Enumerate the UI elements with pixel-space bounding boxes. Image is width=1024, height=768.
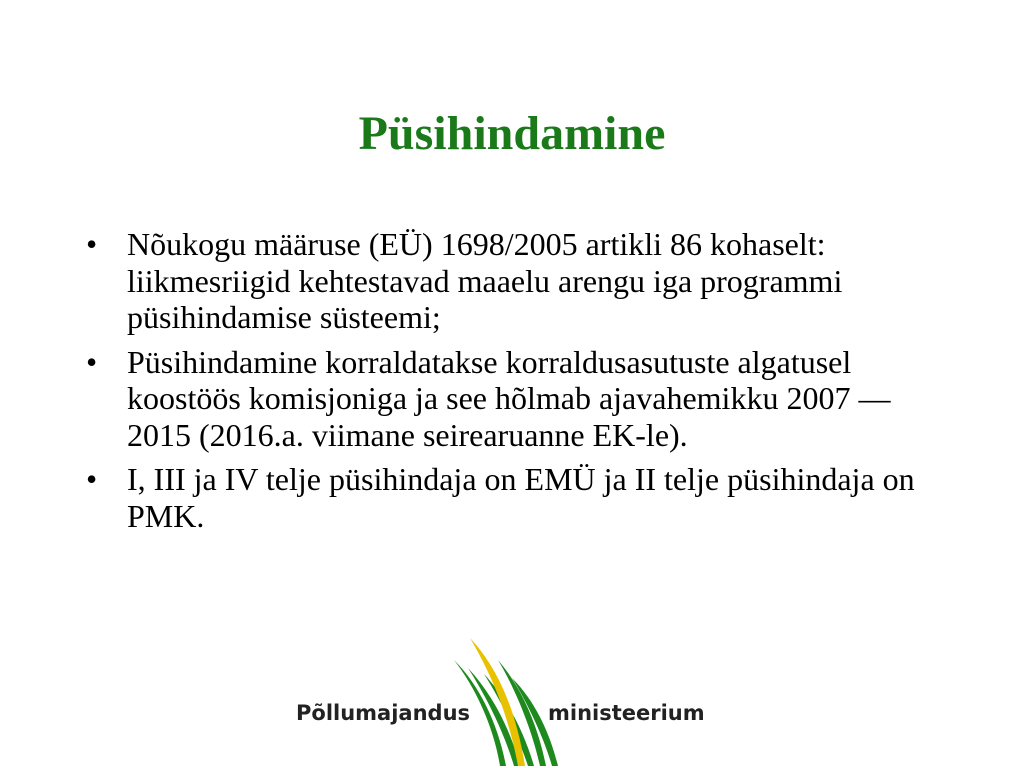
bullet-marker: • <box>86 226 98 262</box>
bullet-item <box>86 226 946 336</box>
bullet-text: I, III ja IV telje püsihindaja on EMÜ ja II telje püsihindaja on PMK. <box>127 461 915 534</box>
logo-left-text: Põllumajandus <box>296 701 471 725</box>
wheat-stalks-icon <box>448 638 558 766</box>
ministry-logo <box>296 638 716 766</box>
bullet-text: Püsihindamine korraldatakse korraldusasutuste algatusel koostöös komisjoniga ja see hõlmab ajavahemikku 2007 — 2015 (2016.a. viimane seirearuanne EK-le). <box>127 343 891 453</box>
logo-right-text: ministeerium <box>548 701 705 725</box>
bullet-item <box>86 344 946 454</box>
bullet-marker: • <box>86 461 98 497</box>
bullet-list <box>86 226 946 542</box>
bullet-item <box>86 461 946 534</box>
slide-title: Püsihindamine <box>358 107 666 160</box>
bullet-text: Nõukogu määruse (EÜ) 1698/2005 artikli 86 kohaselt: liikmesriigid kehtestavad maaelu arengu iga programmi püsihindamise süsteemi; <box>127 226 843 335</box>
bullet-marker: • <box>86 343 98 380</box>
